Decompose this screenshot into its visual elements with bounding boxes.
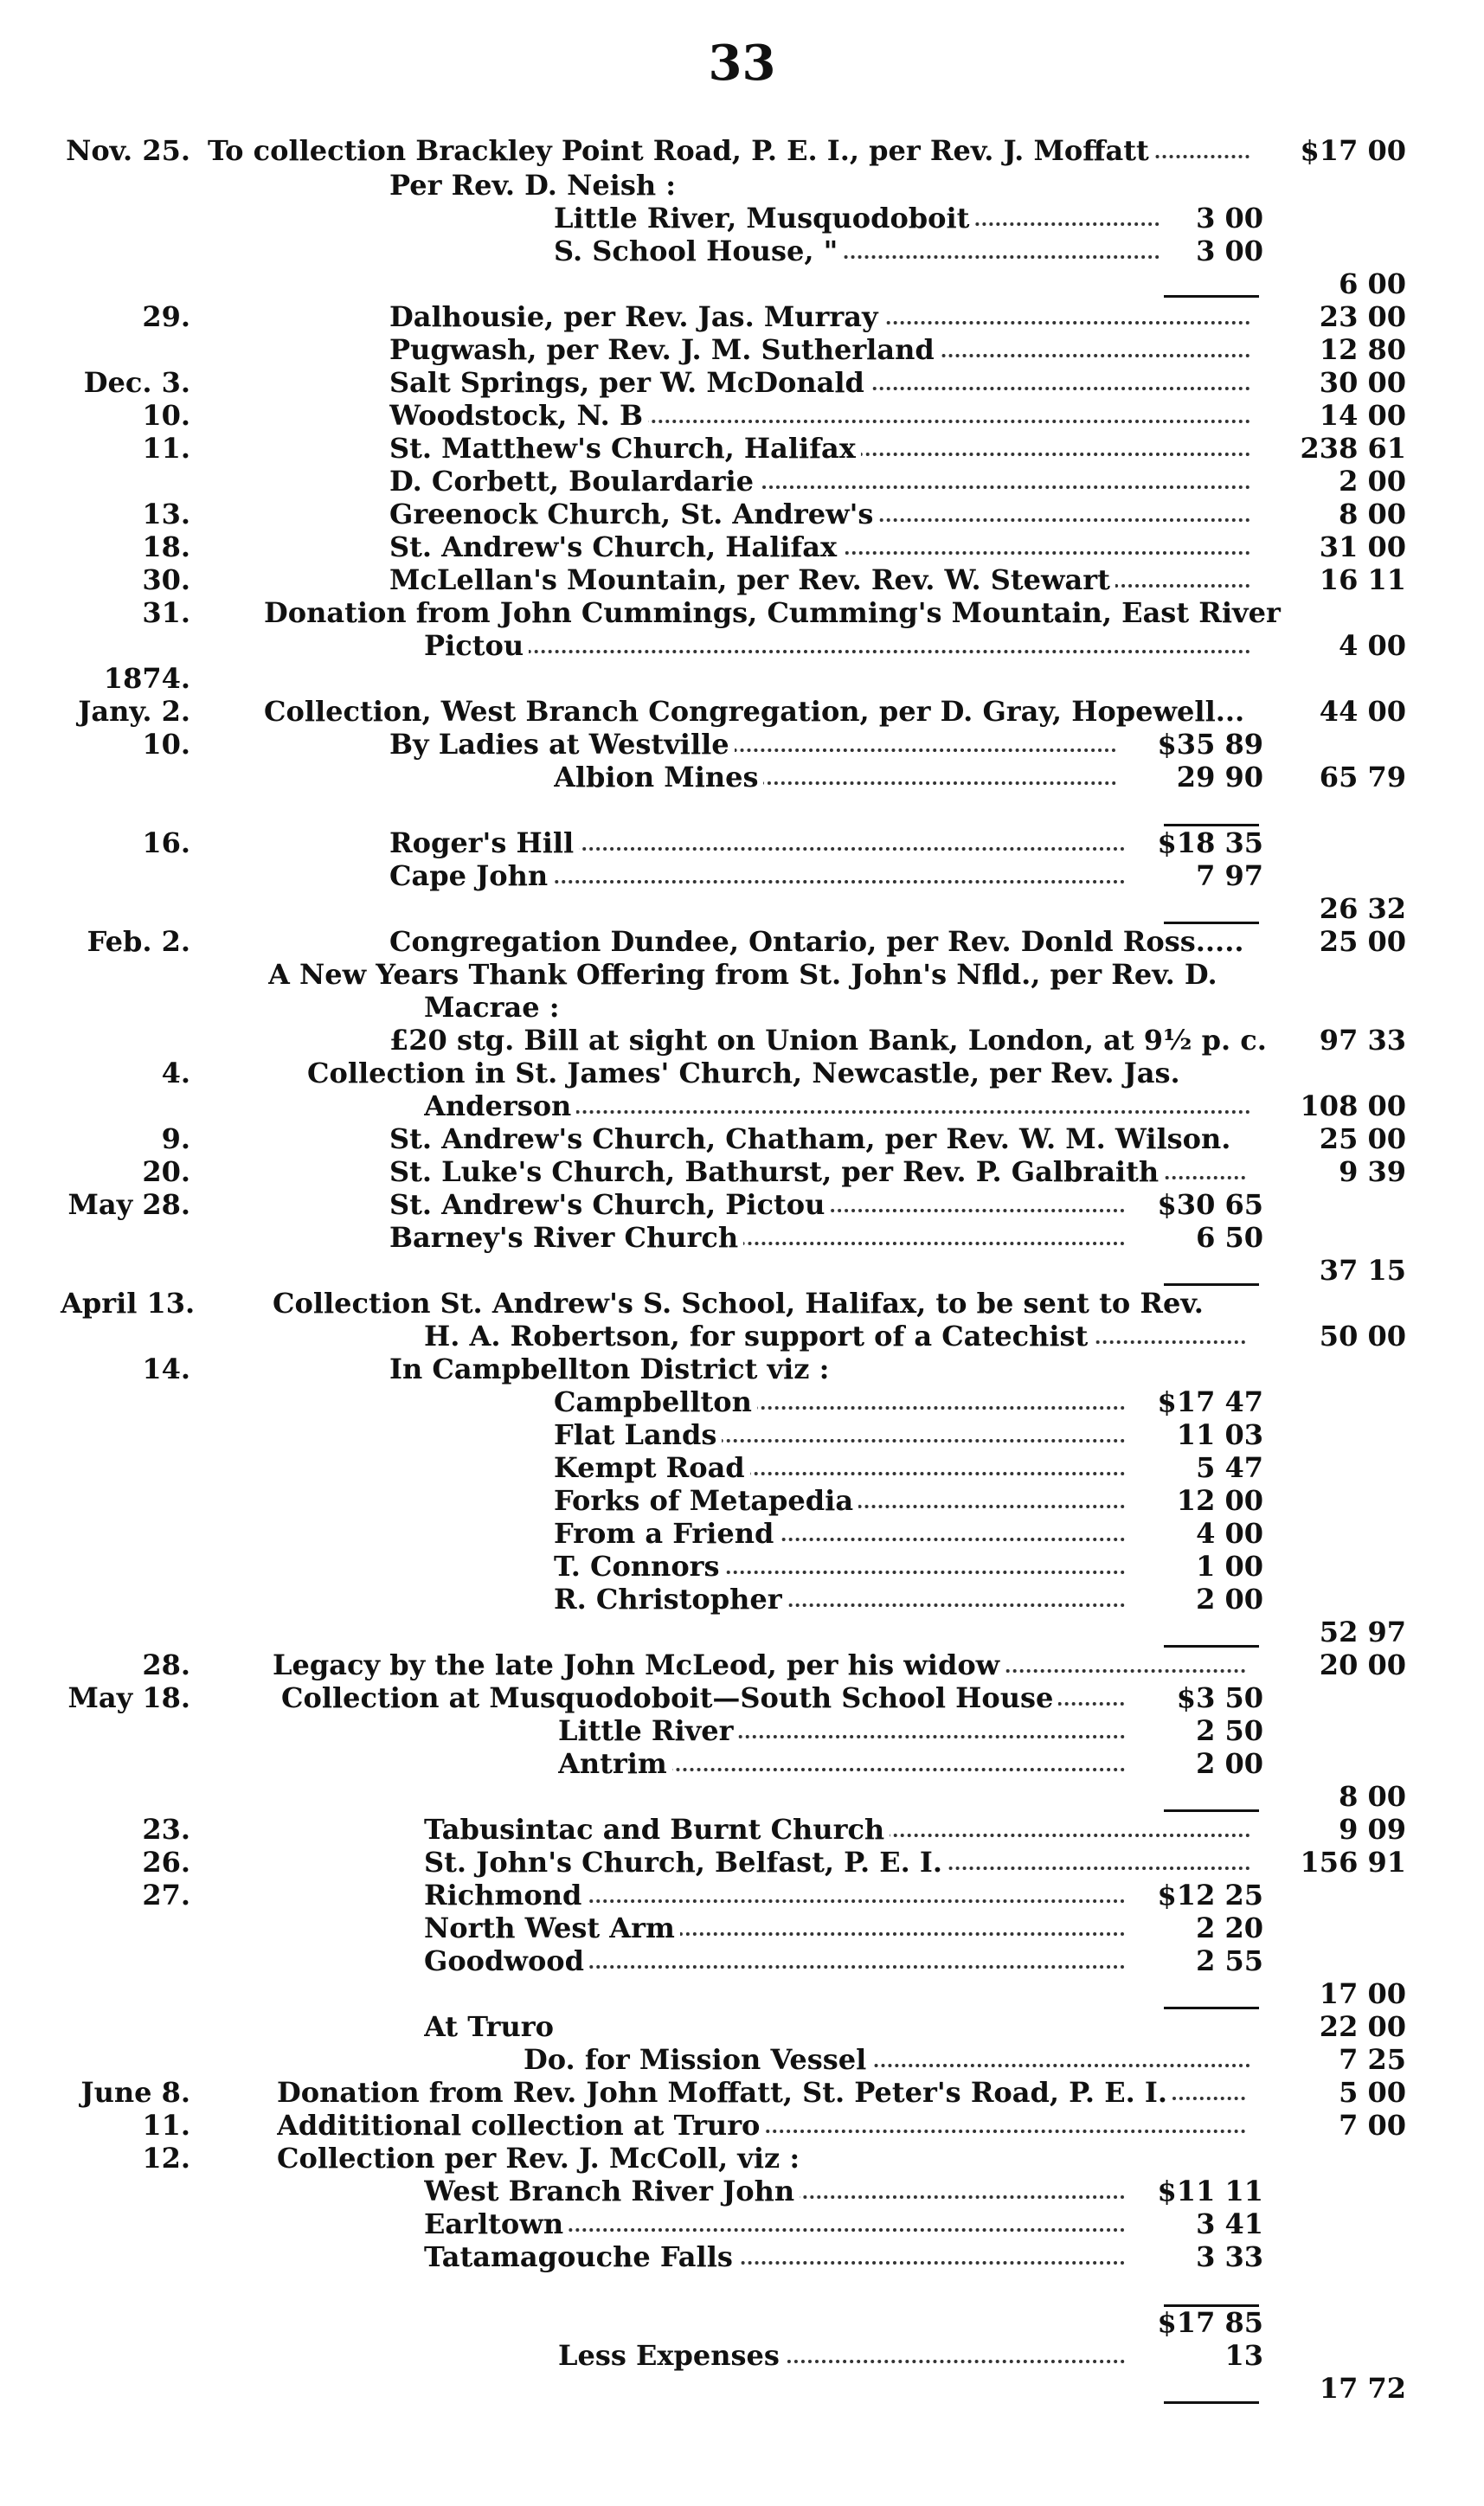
subtotal-amount: 11 03: [1176, 1418, 1263, 1451]
entry-description: North West Arm: [424, 1912, 1125, 1944]
entry-amount: 238 61: [1300, 432, 1406, 465]
entry-description: St. John's Church, Belfast, P. E. I.: [424, 1846, 1250, 1879]
entry-amount: 8 00: [1339, 1780, 1406, 1813]
ledger-row: [0, 728, 1484, 761]
subtotal-amount: $17 85: [1157, 2306, 1263, 2339]
entry-date: 14.: [142, 1353, 190, 1385]
ledger-row: [0, 1122, 1484, 1155]
ledger-row: [0, 1353, 1484, 1385]
entry-date: 29.: [142, 300, 190, 333]
ledger-row: [0, 1944, 1484, 1977]
subtotal-amount: $11 11: [1157, 2175, 1263, 2207]
ledger-row: [0, 1813, 1484, 1846]
ledger-row: [0, 1977, 1484, 2010]
entry-description: Forks of Metapedia: [554, 1484, 1125, 1517]
entry-amount: 23 00: [1319, 300, 1406, 333]
subtotal-amount: 2 20: [1196, 1912, 1263, 1944]
ledger-row: [0, 761, 1484, 794]
entry-date: 13.: [142, 498, 190, 530]
entry-description: Pictou: [424, 629, 1250, 662]
subtotal-amount: 3 41: [1196, 2207, 1263, 2240]
entry-date: 9.: [161, 1122, 190, 1155]
ledger-row: [0, 2175, 1484, 2207]
ledger-row: [0, 169, 1484, 202]
entry-amount: 65 79: [1319, 761, 1406, 794]
entry-description: Earltown: [424, 2207, 1125, 2240]
entry-amount: 22 00: [1319, 2010, 1406, 2043]
ledger-row: [0, 1418, 1484, 1451]
ledger-row: [0, 1024, 1484, 1057]
subtotal-amount: $17 47: [1157, 1385, 1263, 1418]
entry-description: Collection per Rev. J. McColl, viz :: [277, 2142, 1471, 2175]
ledger-row: [0, 1583, 1484, 1616]
entry-description: Goodwood: [424, 1944, 1125, 1977]
ledger-row: [0, 399, 1484, 432]
subtotal-amount: 13: [1224, 2339, 1263, 2372]
ledger-row: [0, 202, 1484, 235]
subtotal-amount: $18 35: [1157, 826, 1263, 859]
entry-date: 20.: [142, 1155, 190, 1188]
ledger-row: [0, 267, 1484, 300]
entry-description: £20 stg. Bill at sight on Union Bank, London, at 9½ p. c.: [389, 1024, 1471, 1057]
entry-description: To collection Brackley Point Road, P. E. I., per Rev. J. Moffatt: [208, 134, 1250, 167]
ledger-row: [0, 530, 1484, 563]
entry-amount: 25 00: [1319, 1122, 1406, 1155]
entry-description: St. Andrew's Church, Chatham, per Rev. W. M. Wilson.: [389, 1122, 1471, 1155]
ledger-row: [0, 366, 1484, 399]
entry-amount: 9 39: [1339, 1155, 1406, 1188]
entry-description: Antrim: [558, 1747, 1125, 1780]
entry-date: 10.: [142, 399, 190, 432]
entry-date: Jany. 2.: [78, 695, 190, 728]
ledger-row: [0, 2010, 1484, 2043]
ledger-row: [0, 629, 1484, 662]
subtotal-amount: 7 97: [1196, 859, 1263, 892]
entry-amount: 16 11: [1319, 563, 1406, 596]
ledger-row: [0, 1254, 1484, 1287]
ledger-row: [0, 991, 1484, 1024]
ledger-row: [0, 1681, 1484, 1714]
entry-description: St. Andrew's Church, Pictou: [389, 1188, 1125, 1221]
entry-amount: 25 00: [1319, 925, 1406, 958]
ledger-row: [0, 1451, 1484, 1484]
ledger-row: [0, 1648, 1484, 1681]
entry-amount: 9 09: [1339, 1813, 1406, 1846]
entry-description: St. Luke's Church, Bathurst, per Rev. P. Galbraith: [389, 1155, 1246, 1188]
entry-description: Addititional collection at Truro: [277, 2109, 1246, 2142]
entry-amount: 20 00: [1319, 1648, 1406, 1681]
ledger-row: [0, 1714, 1484, 1747]
entry-date: 18.: [142, 530, 190, 563]
entry-description: St. Andrew's Church, Halifax: [389, 530, 1250, 563]
entry-amount: 50 00: [1319, 1320, 1406, 1353]
ledger-row: [0, 1550, 1484, 1583]
entry-amount: 108 00: [1300, 1089, 1406, 1122]
subtotal-amount: $35 89: [1157, 728, 1263, 761]
ledger-row: [0, 134, 1484, 167]
entry-description: Little River, Musquodoboit: [554, 202, 1160, 235]
entry-amount: 4 00: [1339, 629, 1406, 662]
entry-date: 11.: [142, 432, 190, 465]
ledger-row: [0, 1846, 1484, 1879]
ledger-row: [0, 465, 1484, 498]
entry-date: 26.: [142, 1846, 190, 1879]
entry-amount: 52 97: [1319, 1616, 1406, 1648]
ledger-row: [0, 1188, 1484, 1221]
entry-description: Roger's Hill: [389, 826, 1125, 859]
entry-description: Collection in St. James' Church, Newcastle, per Rev. Jas.: [307, 1057, 1471, 1089]
entry-date: 16.: [142, 826, 190, 859]
ledger-row: [0, 1320, 1484, 1353]
subtotal-amount: 29 90: [1176, 761, 1263, 794]
entry-description: Collection, West Branch Congregation, per D. Gray, Hopewell...: [264, 695, 1471, 728]
ledger-row: [0, 1221, 1484, 1254]
entry-description: McLellan's Mountain, per Rev. Rev. W. Stewart: [389, 563, 1250, 596]
entry-description: Collection St. Andrew's S. School, Halifax, to be sent to Rev.: [273, 1287, 1471, 1320]
ledger-row: [0, 498, 1484, 530]
subtotal-amount: $3 50: [1176, 1681, 1263, 1714]
entry-description: R. Christopher: [554, 1583, 1125, 1616]
entry-description: Tabusintac and Burnt Church: [424, 1813, 1250, 1846]
ledger-row: [0, 1057, 1484, 1089]
ledger-row: [0, 662, 1484, 695]
entry-description: T. Connors: [554, 1550, 1125, 1583]
ledger-row: [0, 1287, 1484, 1320]
entry-date: 28.: [142, 1648, 190, 1681]
ledger-row: [0, 2109, 1484, 2142]
ledger-row: [0, 432, 1484, 465]
ledger-row: [0, 1879, 1484, 1912]
entry-description: St. Matthew's Church, Halifax: [389, 432, 1250, 465]
ledger-row: [0, 1616, 1484, 1648]
entry-date: 31.: [142, 596, 190, 629]
entry-description: Campbellton: [554, 1385, 1125, 1418]
entry-description: Cape John: [389, 859, 1125, 892]
entry-description: By Ladies at Westville: [389, 728, 1116, 761]
subtotal-amount: 2 00: [1196, 1747, 1263, 1780]
ledger-row: [0, 1385, 1484, 1418]
subtotal-amount: 1 00: [1196, 1550, 1263, 1583]
entry-description: In Campbellton District viz :: [389, 1353, 1471, 1385]
subtotal-amount: 3 00: [1196, 202, 1263, 235]
ledger-row: [0, 1517, 1484, 1550]
entry-description: Donation from John Cummings, Cumming's Mountain, East River: [264, 596, 1471, 629]
entry-date: 30.: [142, 563, 190, 596]
entry-amount: 17 72: [1319, 2372, 1406, 2405]
entry-description: Greenock Church, St. Andrew's: [389, 498, 1250, 530]
entry-amount: 17 00: [1319, 1977, 1406, 2010]
subtotal-amount: 2 50: [1196, 1714, 1263, 1747]
ledger-row: [0, 826, 1484, 859]
entry-description: From a Friend: [554, 1517, 1125, 1550]
subtotal-amount: $30 65: [1157, 1188, 1263, 1221]
ledger-row: [0, 1484, 1484, 1517]
entry-description: D. Corbett, Boulardarie: [389, 465, 1250, 498]
entry-description: Albion Mines: [554, 761, 1116, 794]
ledger-row: [0, 2372, 1484, 2405]
entry-date: Dec. 3.: [83, 366, 190, 399]
entry-amount: 8 00: [1339, 498, 1406, 530]
ledger-row: [0, 300, 1484, 333]
subtotal-amount: 6 50: [1196, 1221, 1263, 1254]
entry-amount: 44 00: [1319, 695, 1406, 728]
ledger-row: [0, 1155, 1484, 1188]
entry-amount: 7 00: [1339, 2109, 1406, 2142]
entry-description: Flat Lands: [554, 1418, 1125, 1451]
entry-amount: 156 91: [1300, 1846, 1406, 1879]
ledger-row: [0, 1912, 1484, 1944]
entry-amount: 31 00: [1319, 530, 1406, 563]
ledger-row: [0, 2306, 1484, 2339]
ledger-row: [0, 2207, 1484, 2240]
ledger-row: [0, 892, 1484, 925]
entry-date: May 28.: [67, 1188, 190, 1221]
entry-date: June 8.: [80, 2076, 190, 2109]
entry-description: Do. for Mission Vessel: [524, 2043, 1250, 2076]
entry-description: Legacy by the late John McLeod, per his widow: [273, 1648, 1246, 1681]
entry-amount: 97 33: [1319, 1024, 1406, 1057]
entry-description: Kempt Road: [554, 1451, 1125, 1484]
entry-description: Woodstock, N. B: [389, 399, 1250, 432]
entry-description: A New Years Thank Offering from St. John's Nfld., per Rev. D.: [268, 958, 1471, 991]
subtotal-amount: $12 25: [1157, 1879, 1263, 1912]
ledger-row: [0, 1089, 1484, 1122]
entry-description: West Branch River John: [424, 2175, 1125, 2207]
entry-amount: 14 00: [1319, 399, 1406, 432]
ledger-row: [0, 1780, 1484, 1813]
subtotal-amount: 4 00: [1196, 1517, 1263, 1550]
entry-date: 1874.: [103, 662, 190, 695]
subtotal-amount: 12 00: [1176, 1484, 1263, 1517]
ledger-row: [0, 2142, 1484, 2175]
ledger-row: [0, 2043, 1484, 2076]
ledger-row: [0, 2076, 1484, 2109]
entry-description: Donation from Rev. John Moffatt, St. Peter's Road, P. E. I.: [277, 2076, 1246, 2109]
ledger-row: [0, 925, 1484, 958]
page-number: 33: [708, 35, 776, 92]
entry-amount: $17 00: [1300, 134, 1406, 167]
entry-description: Barney's River Church: [389, 1221, 1125, 1254]
entry-amount: 7 25: [1339, 2043, 1406, 2076]
ledger-row: [0, 859, 1484, 892]
entry-description: Per Rev. D. Neish :: [389, 169, 1471, 202]
ledger-row: [0, 333, 1484, 366]
entry-date: 11.: [142, 2109, 190, 2142]
subtotal-amount: 5 47: [1196, 1451, 1263, 1484]
entry-description: H. A. Robertson, for support of a Catechist: [424, 1320, 1246, 1353]
entry-description: Collection at Musquodoboit—South School House: [281, 1681, 1125, 1714]
entry-amount: 26 32: [1319, 892, 1406, 925]
entry-description: Tatamagouche Falls: [424, 2240, 1125, 2273]
entry-date: May 18.: [67, 1681, 190, 1714]
ledger-row: [0, 958, 1484, 991]
entry-description: Macrae :: [424, 991, 1471, 1024]
entry-date: 10.: [142, 728, 190, 761]
entry-description: Congregation Dundee, Ontario, per Rev. Donld Ross.....: [389, 925, 1471, 958]
entry-description: Little River: [558, 1714, 1125, 1747]
subtotal-amount: 3 00: [1196, 235, 1263, 267]
entry-date: 23.: [142, 1813, 190, 1846]
entry-description: Pugwash, per Rev. J. M. Sutherland: [389, 333, 1250, 366]
entry-description: Salt Springs, per W. McDonald: [389, 366, 1250, 399]
entry-amount: 6 00: [1339, 267, 1406, 300]
ledger-row: [0, 2339, 1484, 2372]
entry-description: S. School House, ": [554, 235, 1160, 267]
subtotal-amount: 2 55: [1196, 1944, 1263, 1977]
entry-description: At Truro: [424, 2010, 1471, 2043]
entry-description: Less Expenses: [558, 2339, 1125, 2372]
entry-description: Dalhousie, per Rev. Jas. Murray: [389, 300, 1250, 333]
entry-date: 12.: [142, 2142, 190, 2175]
entry-description: Anderson: [424, 1089, 1250, 1122]
subtotal-amount: 3 33: [1196, 2240, 1263, 2273]
entry-amount: 12 80: [1319, 333, 1406, 366]
entry-amount: 30 00: [1319, 366, 1406, 399]
entry-amount: 5 00: [1339, 2076, 1406, 2109]
entry-amount: 37 15: [1319, 1254, 1406, 1287]
ledger-row: [0, 235, 1484, 267]
ledger-row: [0, 563, 1484, 596]
entry-description: Richmond: [424, 1879, 1125, 1912]
entry-amount: 2 00: [1339, 465, 1406, 498]
ledger-row: [0, 1747, 1484, 1780]
entry-date: Feb. 2.: [87, 925, 190, 958]
entry-date: 27.: [142, 1879, 190, 1912]
entry-date: Nov. 25.: [66, 134, 190, 167]
ledger-row: [0, 596, 1484, 629]
entry-date: 4.: [161, 1057, 190, 1089]
entry-date: April 13.: [61, 1287, 196, 1320]
ledger-row: [0, 2240, 1484, 2273]
subtotal-amount: 2 00: [1196, 1583, 1263, 1616]
ledger-row: [0, 695, 1484, 728]
